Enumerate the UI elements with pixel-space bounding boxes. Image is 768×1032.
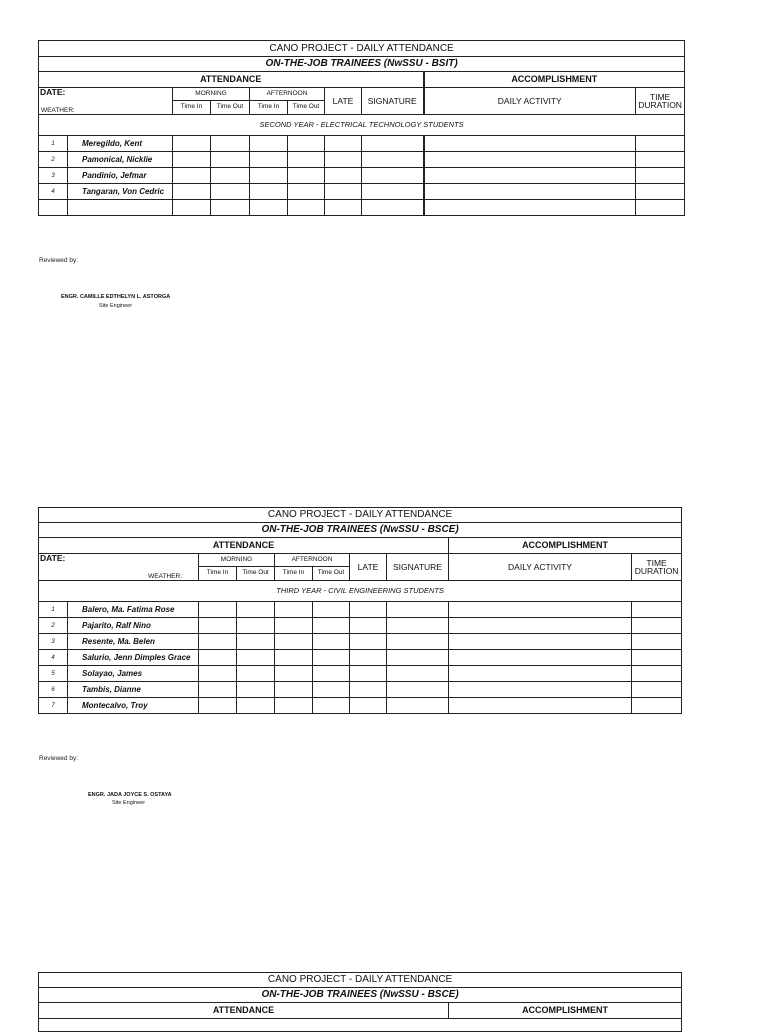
morning-time-out-cell[interactable]: [237, 634, 275, 650]
sheet-title: CANO PROJECT - DAILY ATTENDANCE: [39, 973, 682, 988]
signature-cell[interactable]: [362, 184, 424, 200]
row-number: 7: [39, 698, 68, 714]
late-cell[interactable]: [350, 634, 387, 650]
daily-activity-cell[interactable]: [449, 698, 632, 714]
table-row: [39, 152, 685, 168]
afternoon-time-in-cell[interactable]: [275, 618, 313, 634]
trainee-name: Pamonical, Nicklie: [68, 152, 173, 168]
daily-activity-header: DAILY ACTIVITY: [449, 554, 632, 581]
accomplishment-header: ACCOMPLISHMENT: [424, 72, 685, 88]
time-duration-cell[interactable]: [632, 682, 682, 698]
daily-activity-cell[interactable]: [424, 184, 636, 200]
reviewer-name: ENGR. CAMILLE EDTHELYN L. ASTORGA: [61, 294, 171, 300]
reviewer-role: Site Engineer: [112, 800, 146, 806]
table-row: [39, 634, 682, 650]
table-row: [39, 666, 682, 682]
row-number: 1: [39, 602, 68, 618]
date-weather-cell: [39, 554, 199, 581]
accomplishment-header: ACCOMPLISHMENT: [449, 538, 682, 554]
daily-activity-cell[interactable]: [449, 682, 632, 698]
afternoon-time-in-cell[interactable]: [250, 168, 288, 184]
late-cell[interactable]: [325, 136, 362, 152]
time-duration-header: TIME DURATION: [632, 554, 682, 581]
table-row: [39, 200, 685, 216]
afternoon-time-out-cell[interactable]: [288, 168, 325, 184]
table-row: [39, 168, 685, 184]
trainee-name: Salurio, Jenn Dimples Grace: [68, 650, 199, 666]
attendance-sheet-bsit: [38, 40, 685, 216]
signature-cell[interactable]: [387, 650, 449, 666]
trainee-name: Meregildo, Kent: [68, 136, 173, 152]
table-row: [39, 682, 682, 698]
afternoon-time-in-cell[interactable]: [275, 682, 313, 698]
afternoon-time-in-cell[interactable]: [275, 650, 313, 666]
morning-time-in-cell[interactable]: [173, 200, 211, 216]
daily-activity-cell[interactable]: [424, 136, 636, 152]
row-number: 1: [39, 136, 68, 152]
time-duration-cell[interactable]: [632, 618, 682, 634]
time-duration-cell[interactable]: [636, 168, 685, 184]
morning-time-out-cell[interactable]: [237, 682, 275, 698]
signature-cell[interactable]: [362, 168, 424, 184]
time-duration-cell[interactable]: [636, 136, 685, 152]
afternoon-time-in-cell[interactable]: [275, 634, 313, 650]
signature-cell[interactable]: [362, 136, 424, 152]
time-duration-cell[interactable]: [632, 698, 682, 714]
attendance-header: ATTENDANCE: [39, 538, 449, 554]
morning-time-in-cell[interactable]: [199, 634, 237, 650]
afternoon-header: AFTERNOON: [275, 554, 350, 567]
attendance-header: ATTENDANCE: [39, 72, 424, 88]
row-number: 6: [39, 682, 68, 698]
afternoon-time-out-cell[interactable]: [288, 184, 325, 200]
afternoon-time-out: Time Out: [288, 101, 325, 115]
late-cell[interactable]: [325, 152, 362, 168]
table-row: [39, 184, 685, 200]
daily-activity-cell[interactable]: [424, 200, 636, 216]
morning-time-in-cell[interactable]: [199, 602, 237, 618]
time-duration-cell[interactable]: [636, 152, 685, 168]
morning-header: MORNING: [199, 554, 275, 567]
afternoon-time-out: Time Out: [313, 567, 350, 581]
morning-time-out-cell[interactable]: [237, 650, 275, 666]
afternoon-time-out-cell[interactable]: [288, 200, 325, 216]
signature-cell[interactable]: [387, 666, 449, 682]
signature-cell[interactable]: [387, 618, 449, 634]
morning-time-out: Time Out: [211, 101, 250, 115]
trainee-name: Pandinio, Jefmar: [68, 168, 173, 184]
signature-cell[interactable]: [362, 200, 424, 216]
daily-activity-cell[interactable]: [449, 650, 632, 666]
late-header: LATE: [325, 88, 362, 115]
reviewer-role: Site Engineer: [99, 303, 133, 309]
signature-header: SIGNATURE: [387, 554, 449, 581]
sheet-title: CANO PROJECT - DAILY ATTENDANCE: [39, 41, 685, 57]
trainee-name: Pajarito, Ralf Nino: [68, 618, 199, 634]
reviewed-by-label: Reviewed by:: [39, 257, 79, 264]
morning-time-in: Time In: [199, 567, 237, 581]
trainee-name: Tangaran, Von Cedric: [68, 184, 173, 200]
morning-time-out-cell[interactable]: [237, 618, 275, 634]
late-cell[interactable]: [350, 618, 387, 634]
late-header: LATE: [350, 554, 387, 581]
signature-cell[interactable]: [387, 602, 449, 618]
daily-activity-cell[interactable]: [449, 618, 632, 634]
trainee-name: Resente, Ma. Belen: [68, 634, 199, 650]
weather-label: WEATHER:: [148, 572, 182, 580]
late-cell[interactable]: [350, 682, 387, 698]
afternoon-time-in-cell[interactable]: [250, 200, 288, 216]
trainee-name: Montecalvo, Troy: [68, 698, 199, 714]
reviewer-name: ENGR. JADA JOYCE S. OSTAYA: [88, 792, 172, 798]
afternoon-time-out-cell[interactable]: [313, 634, 350, 650]
row-number: 4: [39, 650, 68, 666]
morning-time-out-cell[interactable]: [211, 136, 250, 152]
attendance-header: ATTENDANCE: [39, 1003, 449, 1019]
row-number: 3: [39, 168, 68, 184]
morning-time-out-cell[interactable]: [211, 168, 250, 184]
date-weather-cell: [39, 88, 173, 115]
sheet-subtitle: ON-THE-JOB TRAINEES (NwSSU - BSIT): [39, 57, 685, 72]
afternoon-time-out-cell[interactable]: [313, 682, 350, 698]
morning-time-in-cell[interactable]: [199, 682, 237, 698]
row-number: [39, 200, 68, 216]
trainee-name: Solayao, James: [68, 666, 199, 682]
reviewed-by-label: Reviewed by:: [39, 755, 79, 762]
daily-activity-cell[interactable]: [449, 602, 632, 618]
table-row: [39, 602, 682, 618]
time-duration-cell[interactable]: [632, 634, 682, 650]
afternoon-time-out-cell[interactable]: [313, 698, 350, 714]
row-number: 3: [39, 634, 68, 650]
time-duration-cell[interactable]: [632, 602, 682, 618]
late-cell[interactable]: [350, 650, 387, 666]
weather-label: WEATHER:: [41, 106, 75, 114]
trainee-name: Balero, Ma. Fatima Rose: [68, 602, 199, 618]
afternoon-time-out-cell[interactable]: [288, 136, 325, 152]
morning-time-out-cell[interactable]: [211, 184, 250, 200]
morning-time-in-cell[interactable]: [199, 618, 237, 634]
sheet-subtitle: ON-THE-JOB TRAINEES (NwSSU - BSCE): [39, 988, 682, 1003]
signature-header: SIGNATURE: [362, 88, 424, 115]
category-row: SECOND YEAR - ELECTRICAL TECHNOLOGY STUDENTS: [39, 115, 685, 136]
morning-time-out-cell[interactable]: [237, 666, 275, 682]
morning-time-in: Time In: [173, 101, 211, 115]
row-number: 4: [39, 184, 68, 200]
late-cell[interactable]: [350, 666, 387, 682]
accomplishment-header: ACCOMPLISHMENT: [449, 1003, 682, 1019]
afternoon-time-in-cell[interactable]: [250, 136, 288, 152]
daily-activity-cell[interactable]: [449, 634, 632, 650]
morning-time-in-cell[interactable]: [173, 184, 211, 200]
afternoon-header: AFTERNOON: [250, 88, 325, 101]
morning-time-out-cell[interactable]: [211, 152, 250, 168]
daily-activity-cell[interactable]: [449, 666, 632, 682]
table-row: [39, 618, 682, 634]
signature-cell[interactable]: [387, 698, 449, 714]
attendance-sheet-bsce: [38, 507, 682, 714]
signature-cell[interactable]: [387, 634, 449, 650]
morning-time-out: Time Out: [237, 567, 275, 581]
afternoon-time-in: Time In: [275, 567, 313, 581]
time-duration-header: TIME DURATION: [636, 88, 685, 115]
late-cell[interactable]: [350, 602, 387, 618]
afternoon-time-in-cell[interactable]: [275, 602, 313, 618]
afternoon-time-out-cell[interactable]: [313, 618, 350, 634]
date-label: DATE:: [40, 553, 66, 563]
afternoon-time-in-cell[interactable]: [250, 152, 288, 168]
time-duration-cell[interactable]: [636, 200, 685, 216]
late-cell[interactable]: [325, 200, 362, 216]
morning-time-in-cell[interactable]: [199, 698, 237, 714]
morning-time-in-cell[interactable]: [199, 650, 237, 666]
daily-activity-header: DAILY ACTIVITY: [424, 88, 636, 115]
late-cell[interactable]: [325, 168, 362, 184]
morning-time-in-cell[interactable]: [173, 152, 211, 168]
afternoon-time-in: Time In: [250, 101, 288, 115]
sheet-title: CANO PROJECT - DAILY ATTENDANCE: [39, 508, 682, 523]
category-row: THIRD YEAR - CIVIL ENGINEERING STUDENTS: [39, 581, 682, 602]
table-row: [39, 698, 682, 714]
date-label: DATE:: [40, 87, 66, 97]
trainee-name: [68, 200, 173, 216]
morning-time-out-cell[interactable]: [237, 698, 275, 714]
daily-activity-cell[interactable]: [424, 152, 636, 168]
empty-header-row: [39, 1019, 682, 1032]
late-cell[interactable]: [325, 184, 362, 200]
row-number: 2: [39, 152, 68, 168]
row-number: 2: [39, 618, 68, 634]
sheet-subtitle: ON-THE-JOB TRAINEES (NwSSU - BSCE): [39, 523, 682, 538]
morning-time-in-cell[interactable]: [199, 666, 237, 682]
table-row: [39, 136, 685, 152]
daily-activity-cell[interactable]: [424, 168, 636, 184]
afternoon-time-out-cell[interactable]: [288, 152, 325, 168]
table-row: [39, 650, 682, 666]
morning-time-out-cell[interactable]: [211, 200, 250, 216]
afternoon-time-out-cell[interactable]: [313, 666, 350, 682]
signature-cell[interactable]: [362, 152, 424, 168]
morning-time-out-cell[interactable]: [237, 602, 275, 618]
afternoon-time-out-cell[interactable]: [313, 602, 350, 618]
row-number: 5: [39, 666, 68, 682]
morning-time-in-cell[interactable]: [173, 168, 211, 184]
time-duration-cell[interactable]: [632, 666, 682, 682]
afternoon-time-out-cell[interactable]: [313, 650, 350, 666]
trainee-name: Tambis, Dianne: [68, 682, 199, 698]
morning-header: MORNING: [173, 88, 250, 101]
morning-time-in-cell[interactable]: [173, 136, 211, 152]
time-duration-cell[interactable]: [636, 184, 685, 200]
late-cell[interactable]: [350, 698, 387, 714]
time-duration-cell[interactable]: [632, 650, 682, 666]
afternoon-time-in-cell[interactable]: [250, 184, 288, 200]
signature-cell[interactable]: [387, 682, 449, 698]
afternoon-time-in-cell[interactable]: [275, 698, 313, 714]
attendance-sheet-bsce-2: [38, 972, 682, 1032]
afternoon-time-in-cell[interactable]: [275, 666, 313, 682]
